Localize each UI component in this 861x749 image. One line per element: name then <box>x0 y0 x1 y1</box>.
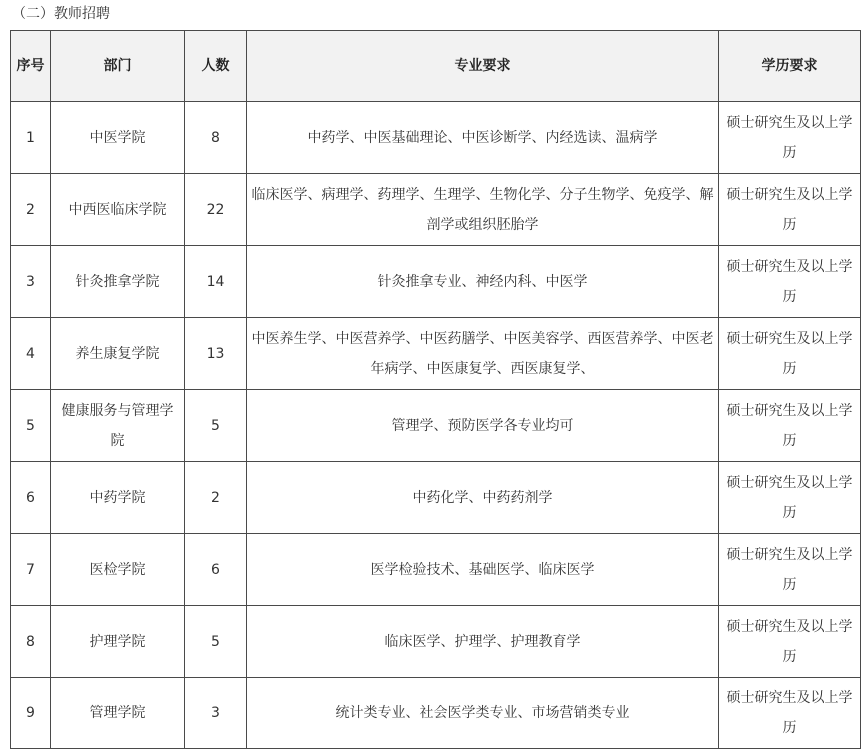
cell-major: 医学检验技术、基础医学、临床医学 <box>247 534 719 606</box>
cell-dept: 管理学院 <box>51 678 185 749</box>
cell-count: 5 <box>185 606 247 678</box>
cell-count: 14 <box>185 246 247 318</box>
section-title: （二）教师招聘 <box>12 6 110 22</box>
header-education: 学历要求 <box>719 31 861 102</box>
header-major: 专业要求 <box>247 31 719 102</box>
cell-no: 8 <box>11 606 51 678</box>
cell-no: 4 <box>11 318 51 390</box>
cell-dept: 医检学院 <box>51 534 185 606</box>
table-row <box>11 462 861 534</box>
cell-major: 中药学、中医基础理论、中医诊断学、内经选读、温病学 <box>247 102 719 174</box>
header-no: 序号 <box>11 31 51 102</box>
cell-no: 9 <box>11 678 51 749</box>
cell-major: 中药化学、中药药剂学 <box>247 462 719 534</box>
cell-education: 硕士研究生及以上学历 <box>719 174 861 246</box>
cell-major: 中医养生学、中医营养学、中医药膳学、中医美容学、西医营养学、中医老年病学、中医康复学、西医康复学、 <box>247 318 719 390</box>
table-row <box>11 534 861 606</box>
cell-count: 22 <box>185 174 247 246</box>
table-row <box>11 102 861 174</box>
cell-major: 临床医学、病理学、药理学、生理学、生物化学、分子生物学、免疫学、解剖学或组织胚胎学 <box>247 174 719 246</box>
cell-major: 管理学、预防医学各专业均可 <box>247 390 719 462</box>
cell-education: 硕士研究生及以上学历 <box>719 606 861 678</box>
cell-no: 7 <box>11 534 51 606</box>
cell-no: 1 <box>11 102 51 174</box>
cell-dept: 中西医临床学院 <box>51 174 185 246</box>
table-row <box>11 606 861 678</box>
cell-dept: 护理学院 <box>51 606 185 678</box>
cell-education: 硕士研究生及以上学历 <box>719 318 861 390</box>
cell-education: 硕士研究生及以上学历 <box>719 246 861 318</box>
cell-dept: 养生康复学院 <box>51 318 185 390</box>
table-row <box>11 678 861 749</box>
table-row <box>11 174 861 246</box>
cell-no: 6 <box>11 462 51 534</box>
cell-dept: 针灸推拿学院 <box>51 246 185 318</box>
header-count: 人数 <box>185 31 247 102</box>
cell-no: 2 <box>11 174 51 246</box>
cell-no: 3 <box>11 246 51 318</box>
cell-education: 硕士研究生及以上学历 <box>719 678 861 749</box>
cell-count: 6 <box>185 534 247 606</box>
cell-dept: 中医学院 <box>51 102 185 174</box>
teacher-recruitment-table <box>10 30 861 749</box>
cell-education: 硕士研究生及以上学历 <box>719 462 861 534</box>
cell-no: 5 <box>11 390 51 462</box>
cell-dept: 中药学院 <box>51 462 185 534</box>
cell-major: 统计类专业、社会医学类专业、市场营销类专业 <box>247 678 719 749</box>
cell-count: 3 <box>185 678 247 749</box>
cell-education: 硕士研究生及以上学历 <box>719 534 861 606</box>
cell-count: 2 <box>185 462 247 534</box>
table-row <box>11 318 861 390</box>
table-header-row <box>11 31 861 102</box>
header-dept: 部门 <box>51 31 185 102</box>
cell-education: 硕士研究生及以上学历 <box>719 102 861 174</box>
cell-major: 针灸推拿专业、神经内科、中医学 <box>247 246 719 318</box>
cell-dept: 健康服务与管理学院 <box>51 390 185 462</box>
cell-major: 临床医学、护理学、护理教育学 <box>247 606 719 678</box>
table-row <box>11 246 861 318</box>
table-row <box>11 390 861 462</box>
cell-count: 5 <box>185 390 247 462</box>
cell-count: 13 <box>185 318 247 390</box>
cell-education: 硕士研究生及以上学历 <box>719 390 861 462</box>
cell-count: 8 <box>185 102 247 174</box>
